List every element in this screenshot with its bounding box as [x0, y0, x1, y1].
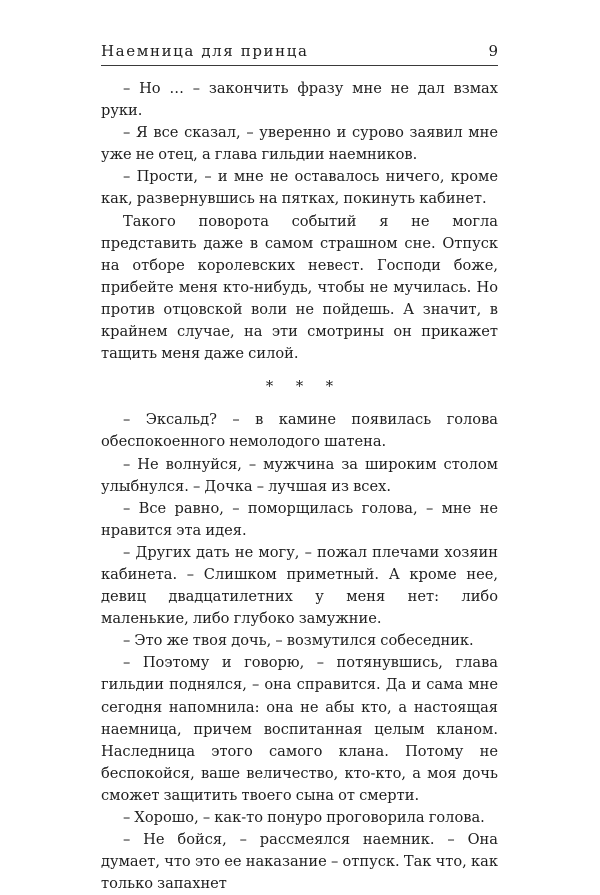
- page-number: 9: [488, 42, 498, 60]
- paragraph: Такого поворота событий я не могла представить даже в самом страшном сне. Отпуск на отборе королевских невест. Господи боже, прибейте меня кто-нибудь, чтобы не мучилась. Но против отцовской воли не пойдешь. А значит, в крайнем случае, на эти смотрины он прикажет тащить меня даже силой.: [101, 212, 498, 363]
- scene-separator: * * *: [265, 378, 343, 396]
- paragraph: – Это же твоя дочь, – возмутился собеседник.: [123, 632, 474, 650]
- running-header: [101, 40, 498, 66]
- paragraph: – Не бойся, – рассмеялся наемник. – Она думает, что это ее наказание – отпуск. Так что, как только запахнет: [101, 831, 498, 893]
- header-divider: [101, 65, 498, 66]
- page-body: [101, 78, 498, 895]
- paragraph: – Я все сказал, – уверенно и сурово заявил мне уже не отец, а глава гильдии наемников.: [101, 124, 498, 164]
- book-title: Наемница для принца: [101, 42, 309, 60]
- paragraph: – Но … – закончить фразу мне не дал взмах руки.: [101, 80, 498, 120]
- paragraph: – Хорошо, – как-то понуро проговорила голова.: [123, 809, 485, 826]
- paragraph: – Эксальд? – в камине появилась голова обеспокоенного немолодого шатена.: [101, 411, 498, 451]
- paragraph: – Поэтому и говорю, – потянувшись, глава гильдии поднялся, – она справится. Да и сама мне сегодня напомнила: она не абы кто, а настоящая наемница, причем воспитанная целым кланом. Наследница этого самого клана. Потому не беспокойся, ваше величество, кто-кто, а моя дочь сможет защитить твоего сына от смерти.: [101, 654, 498, 804]
- paragraph: – Других дать не могу, – пожал плечами хозяин кабинета. – Слишком приметный. А кроме нее, девиц двадцатилетних у меня нет: либо маленькие, либо глубоко замужние.: [101, 543, 498, 628]
- paragraph: – Прости, – и мне не оставалось ничего, кроме как, развернувшись на пятках, покинуть кабинет.: [101, 168, 498, 208]
- paragraph: – Не волнуйся, – мужчина за широким столом улыбнулся. – Дочка – лучшая из всех.: [101, 455, 498, 495]
- paragraph: – Все равно, – поморщилась голова, – мне не нравится эта идея.: [101, 499, 498, 539]
